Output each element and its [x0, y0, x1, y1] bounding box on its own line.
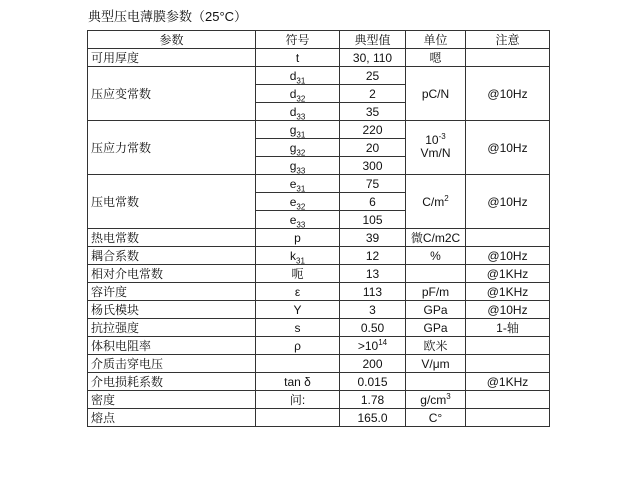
param-cell: 介质击穿电压 — [88, 355, 256, 373]
note-cell — [466, 49, 550, 67]
param-cell: 压应力常数 — [88, 121, 256, 175]
note-cell: @10Hz — [466, 121, 550, 175]
unit-cell: $g/cm^3$ — [406, 391, 466, 409]
note-cell — [466, 337, 550, 355]
param-cell: 杨氏模块 — [88, 301, 256, 319]
symbol-cell: $e_{31}$ — [256, 175, 340, 193]
unit-cell: $C/m^2$ — [406, 175, 466, 229]
table-row — [88, 373, 550, 391]
parameter-table — [87, 30, 550, 427]
table-row — [88, 121, 550, 139]
param-cell: 压电常数 — [88, 175, 256, 229]
value-cell: 105 — [340, 211, 406, 229]
table-row — [88, 337, 550, 355]
header-symbol: 符号 — [256, 31, 340, 49]
symbol-cell: ε — [256, 283, 340, 301]
note-cell: @10Hz — [466, 301, 550, 319]
value-cell: 113 — [340, 283, 406, 301]
table-row — [88, 301, 550, 319]
note-cell: 1-轴 — [466, 319, 550, 337]
symbol-cell: $e_{32}$ — [256, 193, 340, 211]
unit-cell: pC/N — [406, 67, 466, 121]
symbol-cell: $g_{31}$ — [256, 121, 340, 139]
table-row — [88, 175, 550, 193]
symbol-cell: $g_{32}$ — [256, 139, 340, 157]
table-row — [88, 67, 550, 85]
unit-cell: % — [406, 247, 466, 265]
note-cell — [466, 391, 550, 409]
symbol-cell: ρ — [256, 337, 340, 355]
value-cell: 200 — [340, 355, 406, 373]
table-row — [88, 319, 550, 337]
value-cell: 75 — [340, 175, 406, 193]
symbol-cell — [256, 355, 340, 373]
table-row — [88, 355, 550, 373]
header-param: 参数 — [88, 31, 256, 49]
value-cell: 220 — [340, 121, 406, 139]
table-row — [88, 247, 550, 265]
note-cell: @10Hz — [466, 175, 550, 229]
table-row — [88, 391, 550, 409]
param-cell: 容许度 — [88, 283, 256, 301]
unit-cell: 欧米 — [406, 337, 466, 355]
symbol-cell: 呃 — [256, 265, 340, 283]
param-cell: 热电常数 — [88, 229, 256, 247]
symbol-cell: $e_{33}$ — [256, 211, 340, 229]
symbol-cell — [256, 409, 340, 427]
value-cell: 0.50 — [340, 319, 406, 337]
value-cell: 30, 110 — [340, 49, 406, 67]
table-row — [88, 265, 550, 283]
value-cell: 39 — [340, 229, 406, 247]
param-cell: 体积电阻率 — [88, 337, 256, 355]
unit-cell: GPa — [406, 301, 466, 319]
value-cell: 300 — [340, 157, 406, 175]
param-cell: 熔点 — [88, 409, 256, 427]
table-row — [88, 229, 550, 247]
header-value: 典型值 — [340, 31, 406, 49]
table-title: 典型压电薄膜参数（25°C） — [88, 9, 248, 24]
header-note: 注意 — [466, 31, 550, 49]
unit-cell: 微C/m2C — [406, 229, 466, 247]
header-unit: 单位 — [406, 31, 466, 49]
param-cell: 可用厚度 — [88, 49, 256, 67]
symbol-cell: $g_{33}$ — [256, 157, 340, 175]
symbol-cell: $d_{33}$ — [256, 103, 340, 121]
unit-cell: $10^{-3}$ Vm/N — [406, 121, 466, 175]
note-cell: @10Hz — [466, 247, 550, 265]
param-cell: 抗拉强度 — [88, 319, 256, 337]
table-row — [88, 49, 550, 67]
note-cell: @1KHz — [466, 373, 550, 391]
table-row — [88, 409, 550, 427]
symbol-cell: t — [256, 49, 340, 67]
value-cell: 35 — [340, 103, 406, 121]
unit-cell: C° — [406, 409, 466, 427]
param-cell: 耦合系数 — [88, 247, 256, 265]
unit-cell — [406, 265, 466, 283]
value-cell: 13 — [340, 265, 406, 283]
symbol-cell: $k_{31}$ — [256, 247, 340, 265]
unit-cell: pF/m — [406, 283, 466, 301]
unit-cell — [406, 373, 466, 391]
value-cell: 165.0 — [340, 409, 406, 427]
note-cell — [466, 355, 550, 373]
symbol-cell: tan δ — [256, 373, 340, 391]
value-cell: 12 — [340, 247, 406, 265]
value-cell: 1.78 — [340, 391, 406, 409]
symbol-cell: Y — [256, 301, 340, 319]
value-cell: 25 — [340, 67, 406, 85]
note-cell: @1KHz — [466, 265, 550, 283]
param-cell: 密度 — [88, 391, 256, 409]
symbol-cell: $d_{31}$ — [256, 67, 340, 85]
value-cell: $>10^{14}$ — [340, 337, 406, 355]
symbol-cell: $d_{32}$ — [256, 85, 340, 103]
value-cell: 6 — [340, 193, 406, 211]
unit-cell: V/μm — [406, 355, 466, 373]
note-cell: @1KHz — [466, 283, 550, 301]
symbol-cell: 问: — [256, 391, 340, 409]
symbol-cell: s — [256, 319, 340, 337]
value-cell: 20 — [340, 139, 406, 157]
table-row — [88, 283, 550, 301]
header-row — [88, 31, 550, 49]
unit-cell: GPa — [406, 319, 466, 337]
param-cell: 相对介电常数 — [88, 265, 256, 283]
unit-cell: 嗯 — [406, 49, 466, 67]
note-cell — [466, 229, 550, 247]
value-cell: 2 — [340, 85, 406, 103]
param-cell: 介电损耗系数 — [88, 373, 256, 391]
note-cell: @10Hz — [466, 67, 550, 121]
value-cell: 0.015 — [340, 373, 406, 391]
value-cell: 3 — [340, 301, 406, 319]
param-cell: 压应变常数 — [88, 67, 256, 121]
symbol-cell: p — [256, 229, 340, 247]
note-cell — [466, 409, 550, 427]
